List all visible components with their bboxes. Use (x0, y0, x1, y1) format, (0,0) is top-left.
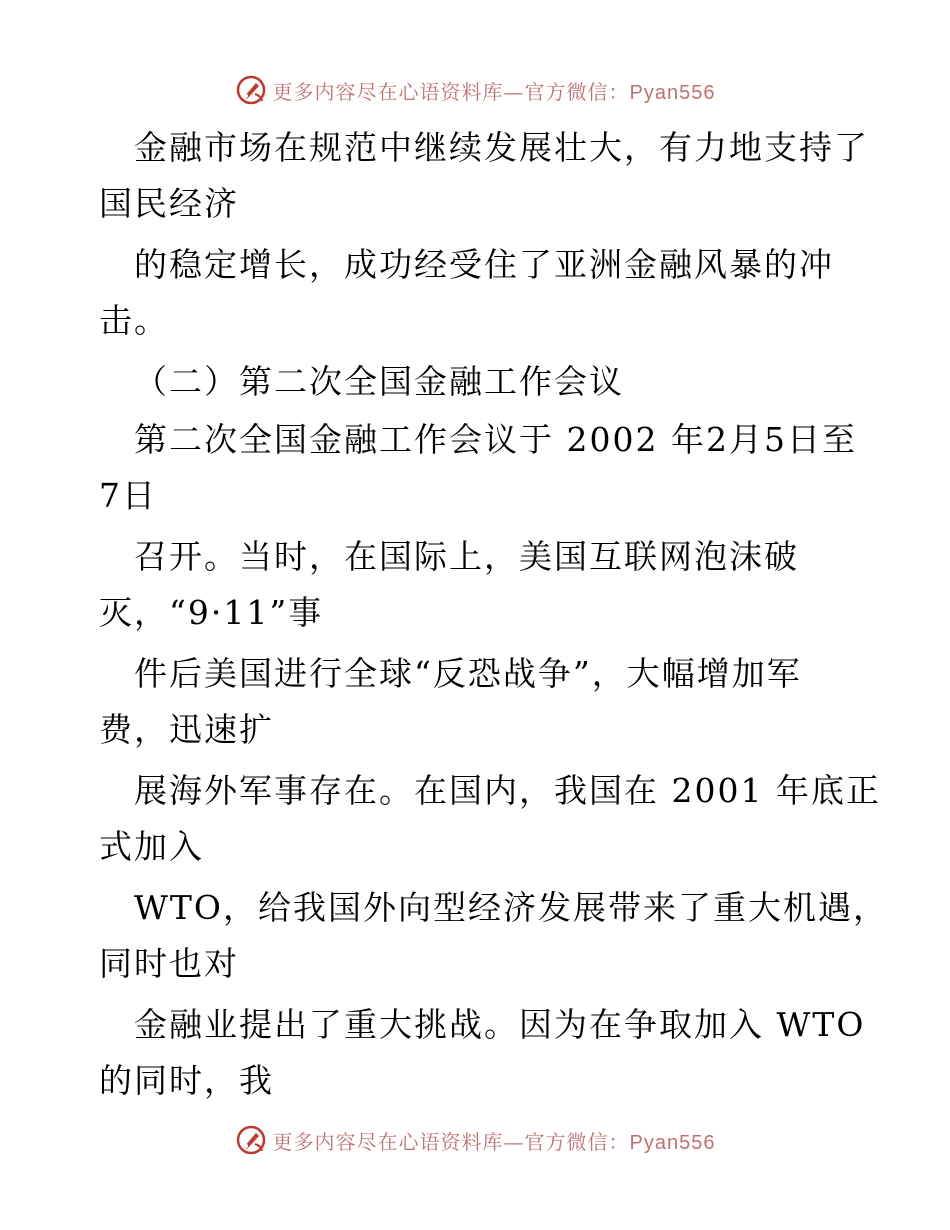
body-line-7: 7日 (99, 476, 157, 515)
footer-banner (0, 1120, 950, 1160)
pen-nib-logo-icon (235, 1124, 267, 1156)
footer-banner-handle: Pyan556 (629, 1131, 716, 1154)
footer-banner-text: 更多内容尽在心语资料库—官方微信：Pyan556 (272, 1129, 716, 1154)
body-line-14: WTO，给我国外向型经济发展带来了重大机遇， (134, 888, 888, 927)
body-line-13: 式加入 (99, 827, 204, 866)
pen-nib-logo-icon (235, 74, 267, 106)
body-line-4: 击。 (99, 301, 169, 340)
body-line-17: 的同时，我 (99, 1061, 274, 1100)
body-line-6: 第二次全国金融工作会议于 2002 年2月5日至 (134, 420, 857, 459)
body-line-10: 件后美国进行全球“反恐战争”，大幅增加军 (134, 654, 802, 693)
header-banner-handle: Pyan556 (629, 81, 716, 104)
section-heading: （二）第二次全国金融工作会议 (134, 362, 624, 401)
body-line-1: 金融市场在规范中继续发展壮大，有力地支持了 (134, 128, 869, 167)
body-line-15: 同时也对 (99, 944, 239, 983)
body-line-11: 费，迅速扩 (99, 710, 274, 749)
body-line-16: 金融业提出了重大挑战。因为在争取加入 WTO (134, 1005, 866, 1044)
header-banner-text: 更多内容尽在心语资料库—官方微信：Pyan556 (272, 79, 716, 104)
body-line-2: 国民经济 (99, 184, 239, 223)
body-line-3: 的稳定增长，成功经受住了亚洲金融风暴的冲 (134, 245, 834, 284)
body-line-9: 灭，“9·11”事 (99, 593, 324, 632)
body-line-12: 展海外军事存在。在国内，我国在 2001 年底正 (134, 771, 881, 810)
header-banner (0, 70, 950, 110)
body-line-8: 召开。当时，在国际上，美国互联网泡沫破 (134, 537, 799, 576)
